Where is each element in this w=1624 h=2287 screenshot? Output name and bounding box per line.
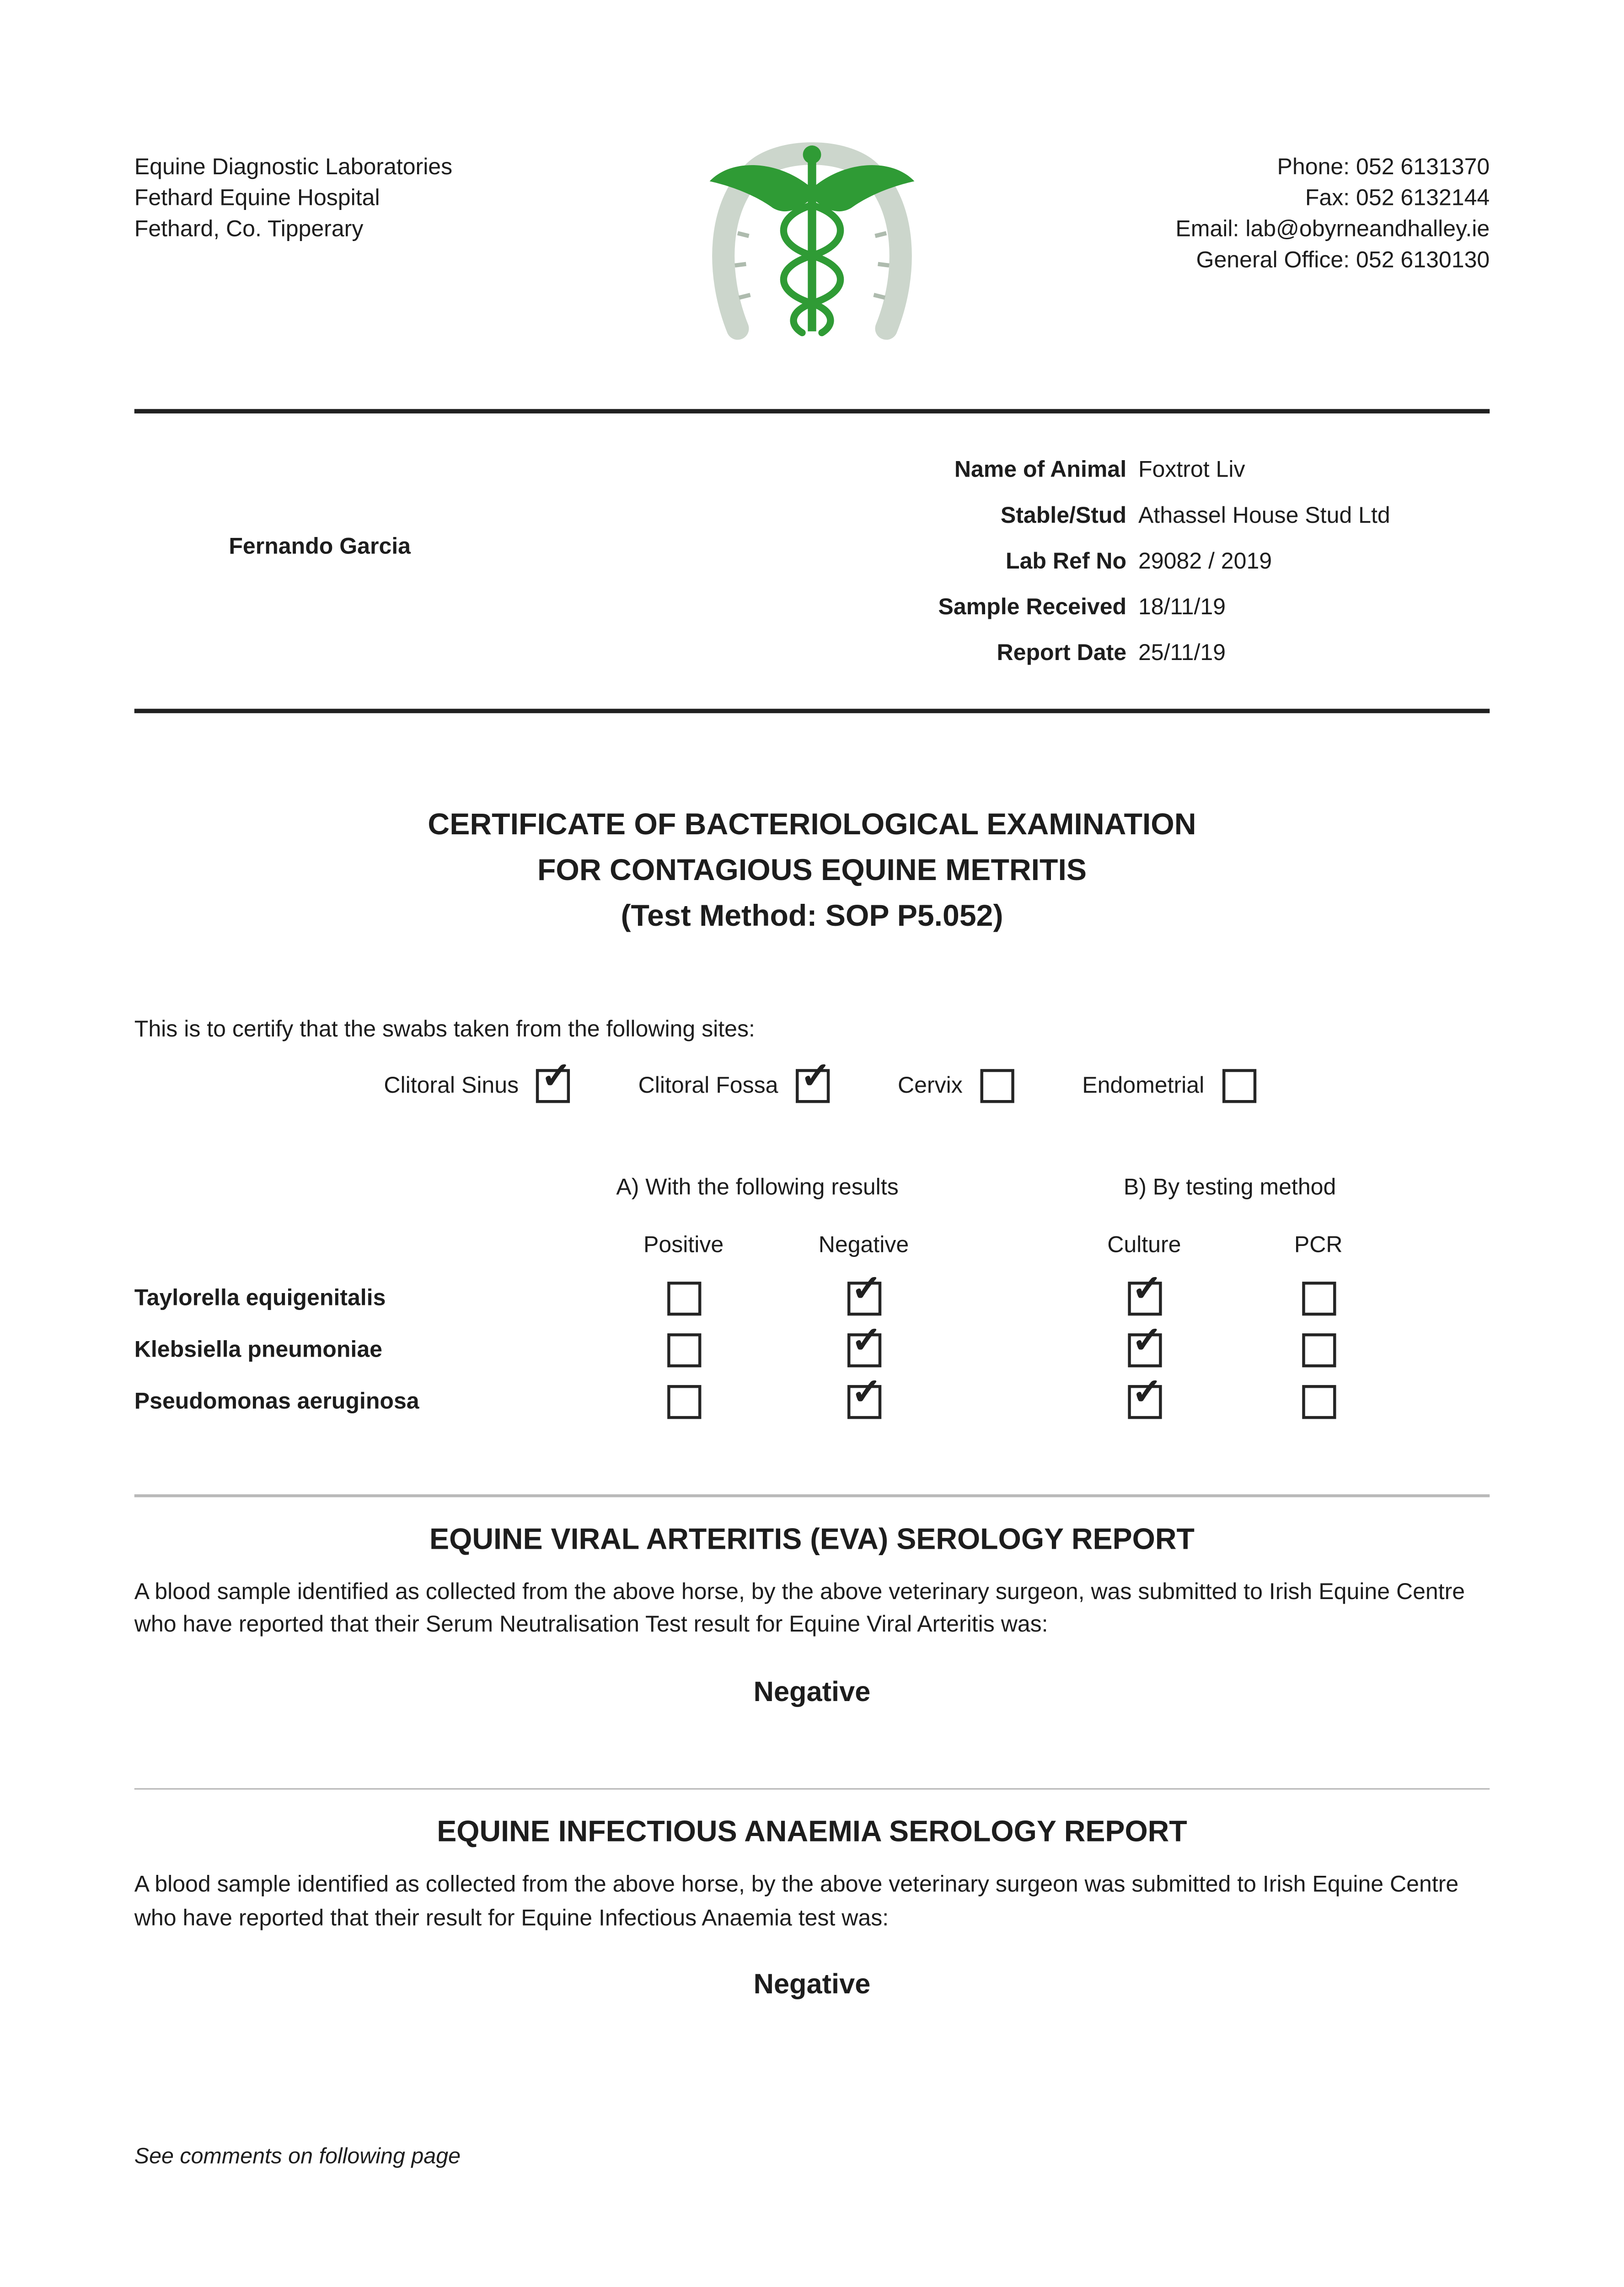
- checkbox-culture: [1127, 1282, 1161, 1315]
- fax-line: Fax: 052 6132144: [1305, 186, 1490, 211]
- field-row: [863, 546, 1490, 592]
- sample-fields: [863, 455, 1490, 683]
- certificate-title-line: CERTIFICATE OF BACTERIOLOGICAL EXAMINATION: [428, 807, 1196, 842]
- site-label: Clitoral Fossa: [638, 1073, 778, 1099]
- eva-result: Negative: [753, 1676, 871, 1708]
- lab-address-line: Fethard, Co. Tipperary: [134, 217, 364, 242]
- column-positive: Positive: [643, 1233, 724, 1258]
- results-column-headers: [134, 1230, 1624, 1261]
- checkbox-positive: [667, 1333, 701, 1367]
- field-label: Lab Ref No: [1006, 549, 1127, 574]
- general-office-line: General Office: 052 6130130: [1196, 248, 1490, 274]
- field-value: 25/11/19: [1138, 641, 1226, 666]
- site-label: Endometrial: [1082, 1073, 1205, 1099]
- field-value: Athassel House Stud Ltd: [1138, 503, 1390, 529]
- site-clitoral-sinus: [384, 1069, 570, 1103]
- certificate-title: [0, 802, 1624, 939]
- checkbox-pcr: [1302, 1333, 1335, 1367]
- comments-note: See comments on following page: [134, 2144, 461, 2169]
- field-value: 18/11/19: [1138, 595, 1226, 620]
- site-endometrial: [1082, 1069, 1256, 1103]
- results-heading: A) With the following results: [616, 1175, 899, 1201]
- eia-title: EQUINE INFECTIOUS ANAEMIA SEROLOGY REPORT: [437, 1816, 1187, 1849]
- divider-info: [134, 709, 1490, 714]
- field-row: [863, 592, 1490, 638]
- lab-name: Equine Diagnostic Laboratories: [134, 155, 453, 180]
- checkbox-negative: [847, 1385, 880, 1419]
- field-value: Foxtrot Liv: [1138, 457, 1245, 483]
- eva-body: A blood sample identified as collected from the above horse, by the above veterinary surgeon, was submitted to Irish Equine Centre who have reported that their Serum Neutralisation Test result for Equine Viral Arteritis was:: [134, 1579, 1465, 1638]
- field-row: [863, 500, 1490, 546]
- lab-address: [134, 152, 452, 276]
- checkbox-culture: [1127, 1385, 1161, 1419]
- checkbox-negative: [847, 1333, 880, 1367]
- divider-top: [134, 409, 1490, 413]
- checkbox-pcr: [1302, 1385, 1335, 1419]
- checkbox-cervix: [980, 1069, 1014, 1103]
- field-value: 29082 / 2019: [1138, 549, 1272, 574]
- divider-eva: [134, 1494, 1490, 1497]
- results-group-headings: [134, 1172, 1624, 1203]
- checkbox-clitoral-sinus: [536, 1069, 570, 1103]
- eia-body: A blood sample identified as collected from the above horse, by the above veterinary surgeon was submitted to Irish Equine Centre who have reported that their result for Equine Infectious Anaemia test was:: [134, 1872, 1459, 1931]
- email-line: Email: lab@obyrneandhalley.ie: [1175, 217, 1490, 242]
- eva-title: EQUINE VIRAL ARTERITIS (EVA) SEROLOGY REPORT: [429, 1523, 1195, 1556]
- checkbox-positive: [667, 1385, 701, 1419]
- column-culture: Culture: [1107, 1233, 1181, 1258]
- column-negative: Negative: [818, 1233, 909, 1258]
- site-label: Cervix: [897, 1073, 963, 1099]
- organism-row: [134, 1325, 1624, 1376]
- organism-name: Taylorella equigenitalis: [134, 1286, 386, 1311]
- organism-row: [134, 1273, 1624, 1325]
- checkbox-positive: [667, 1282, 701, 1315]
- checkbox-endometrial: [1222, 1069, 1256, 1103]
- field-label: Stable/Stud: [1000, 503, 1127, 529]
- certificate-title-line: (Test Method: SOP P5.052): [621, 899, 1003, 934]
- eia-result: Negative: [753, 1970, 871, 2001]
- phone-line: Phone: 052 6131370: [1277, 155, 1490, 180]
- certificate-title-line: FOR CONTAGIOUS EQUINE METRITIS: [537, 853, 1087, 888]
- vet-name: Fernando Garcia: [229, 534, 411, 560]
- field-row: [863, 455, 1490, 500]
- organism-name: Klebsiella pneumoniae: [134, 1337, 383, 1363]
- swab-sites-row: [384, 1069, 1624, 1103]
- divider-eia: [134, 1788, 1490, 1790]
- contact-details: [1175, 152, 1490, 276]
- field-label: Report Date: [997, 641, 1127, 666]
- checkbox-clitoral-fossa: [796, 1069, 830, 1103]
- caduceus-logo-icon: [691, 118, 933, 343]
- checkbox-pcr: [1302, 1282, 1335, 1315]
- certify-intro: This is to certify that the swabs taken from the following sites:: [134, 1017, 755, 1043]
- site-clitoral-fossa: [638, 1069, 830, 1103]
- field-row: [863, 638, 1490, 684]
- field-label: Sample Received: [938, 595, 1127, 620]
- method-heading: B) By testing method: [1123, 1175, 1336, 1201]
- organism-row: [134, 1376, 1624, 1428]
- organism-results: [0, 1273, 1624, 1428]
- field-label: Name of Animal: [954, 457, 1127, 483]
- checkbox-negative: [847, 1282, 880, 1315]
- checkbox-culture: [1127, 1333, 1161, 1367]
- site-label: Clitoral Sinus: [384, 1073, 519, 1099]
- site-cervix: [898, 1069, 1014, 1103]
- organism-name: Pseudomonas aeruginosa: [134, 1389, 419, 1415]
- letterhead: [0, 0, 1624, 276]
- lab-address-line: Fethard Equine Hospital: [134, 186, 380, 211]
- sample-info: [134, 455, 1490, 683]
- column-pcr: PCR: [1294, 1233, 1343, 1258]
